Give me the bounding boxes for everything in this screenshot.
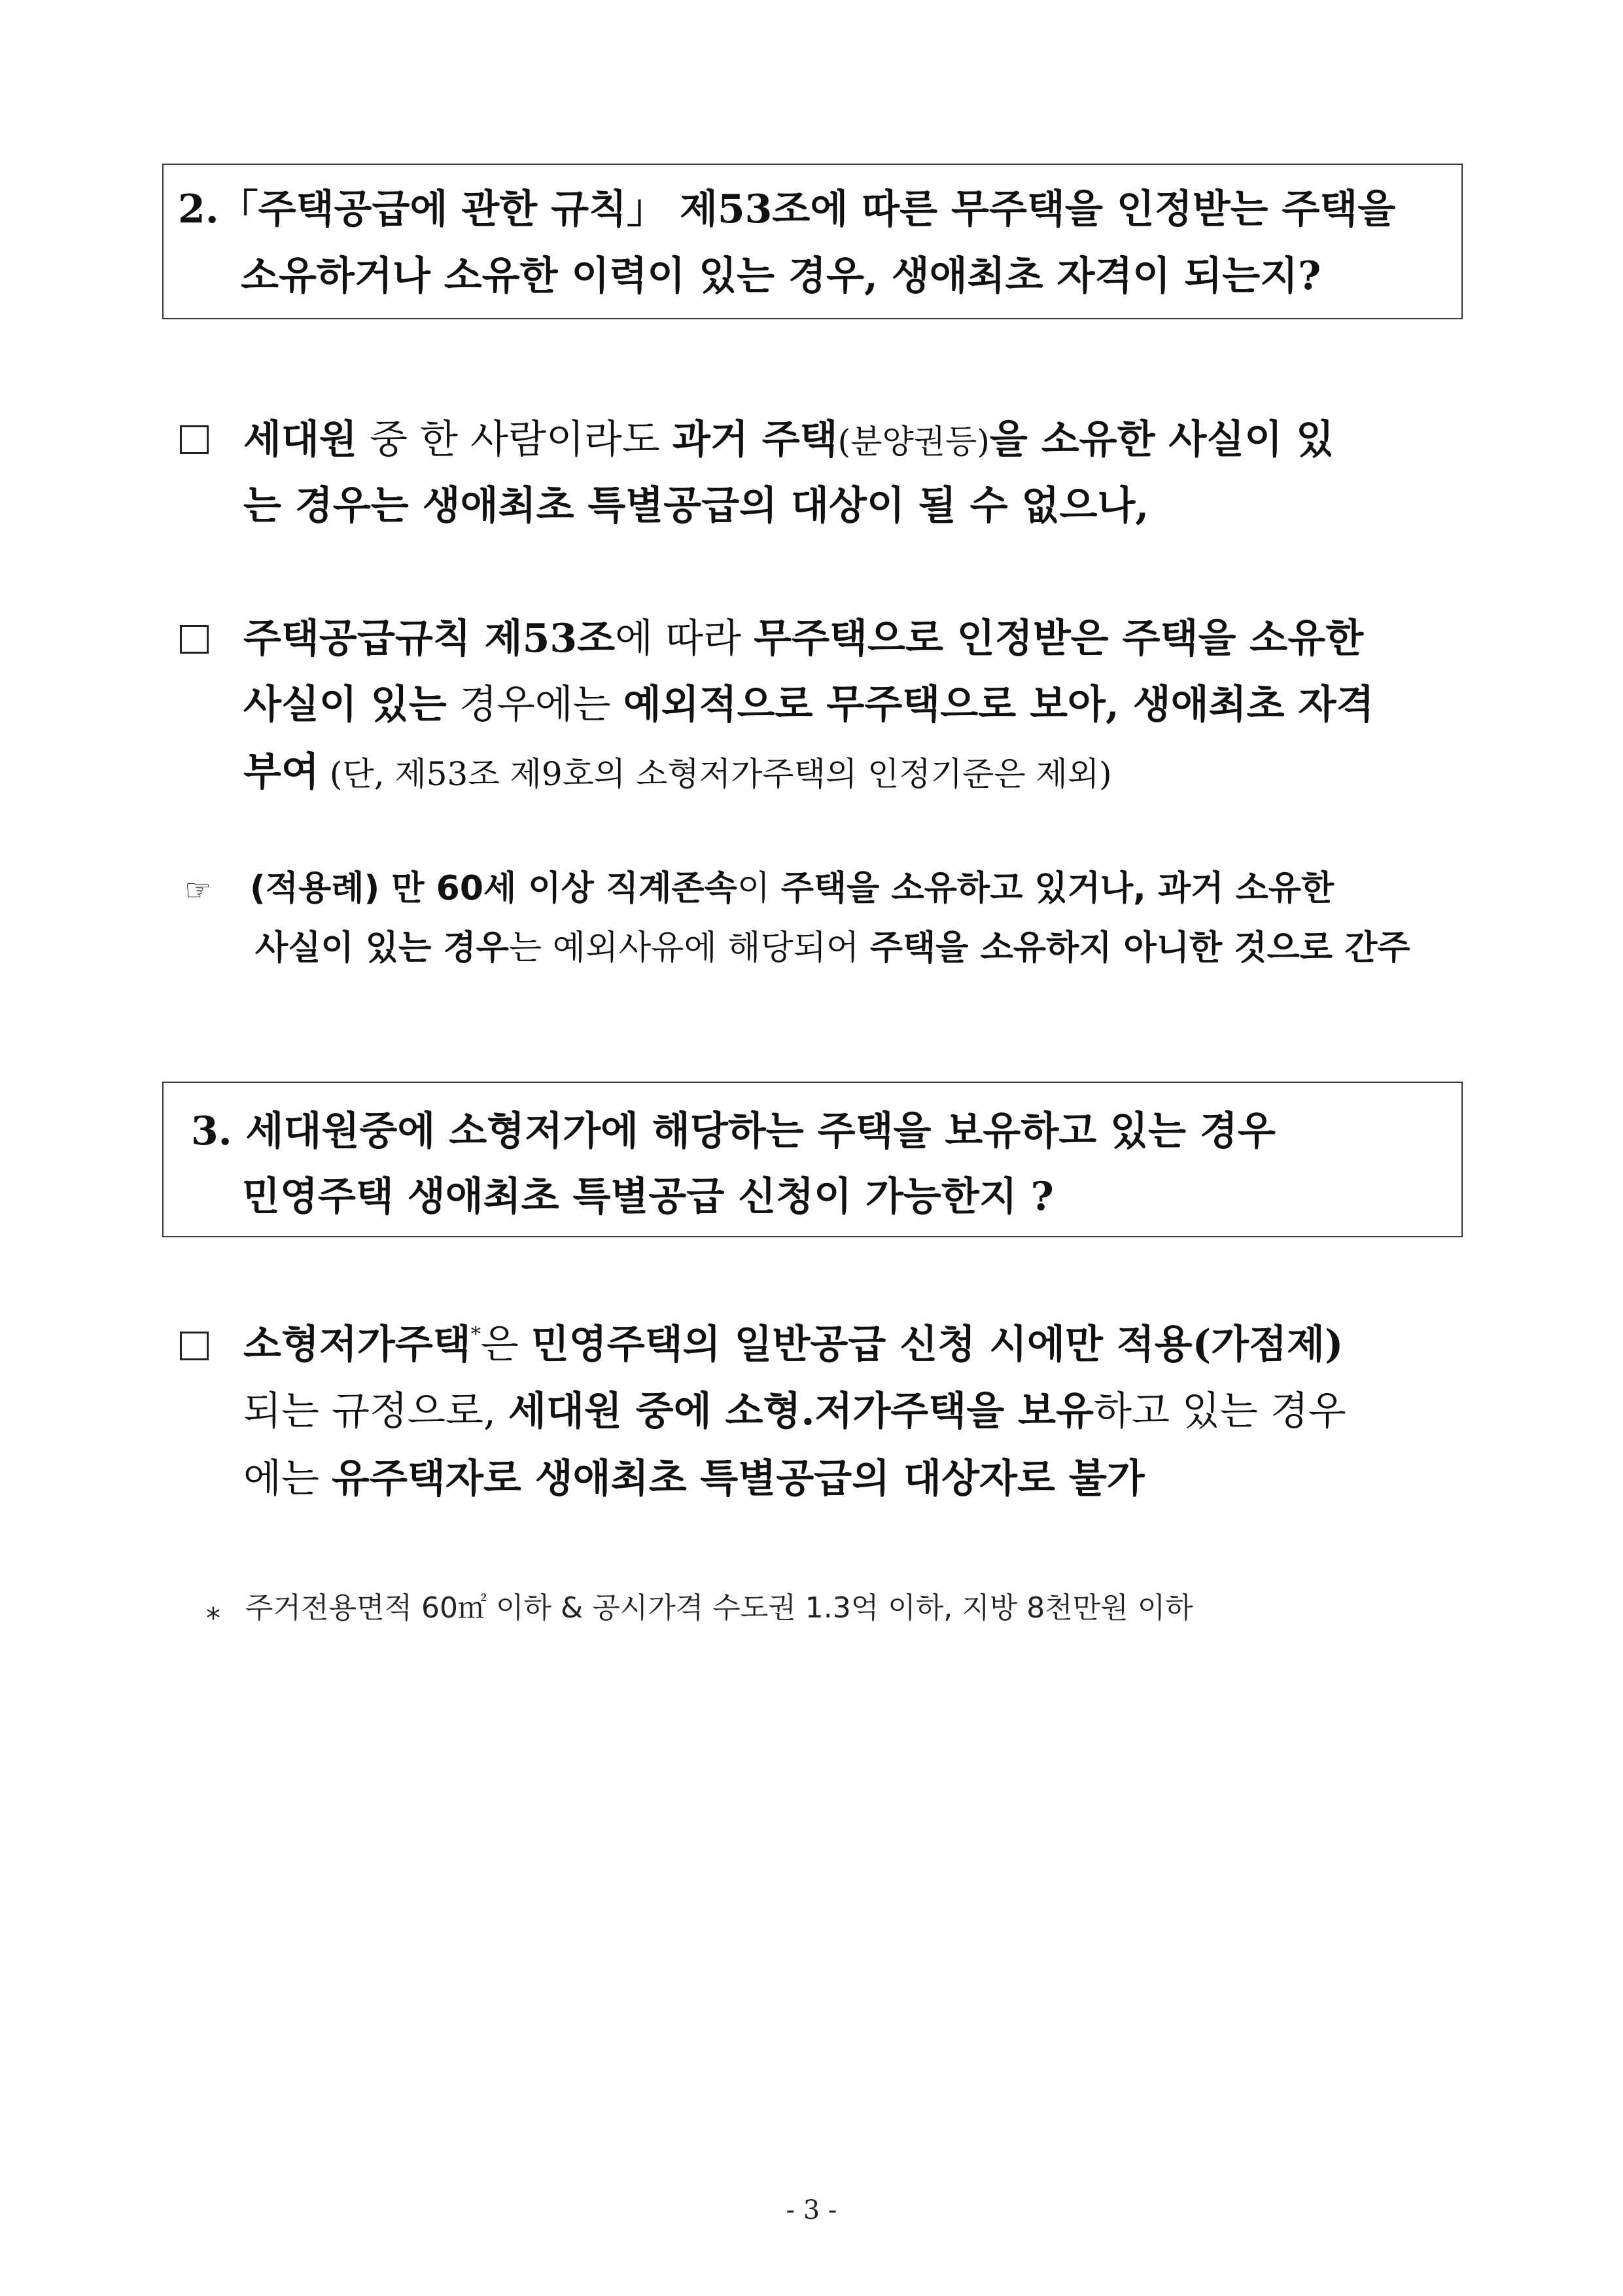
example-bold-deemed: 주택을 소유하지 아니한 것으로 간주 bbox=[869, 928, 1410, 968]
answer-3-bold-household: 세대원 중에 소형.저가주택을 보유 bbox=[508, 1388, 1094, 1434]
question-3-box bbox=[162, 1082, 1463, 1237]
answer-2-bold-exception: 예외적으로 무주택으로 보아, 생애최초 자격 bbox=[623, 682, 1374, 728]
answer-2-bold-grant: 부여 bbox=[243, 749, 319, 795]
answer-1-line-1 bbox=[243, 417, 1335, 463]
answer-2-text-2: 경우에는 bbox=[446, 682, 623, 728]
answer-3-bold-small-house: 소형저가주택 bbox=[243, 1322, 471, 1368]
answer-1-bold-owned: 을 소유한 사실이 있 bbox=[989, 417, 1335, 463]
answer-2-bold-rule: 주택공급규칙 제53조 bbox=[243, 616, 616, 662]
footnote-text: 주거전용면적 60㎡ 이하 & 공시가격 수도권 1.3억 이하, 지방 8천만원 이하 bbox=[245, 1591, 1193, 1625]
answer-1-text: 중 한 사람이라도 bbox=[357, 417, 672, 463]
question-3-line-2: 민영주택 생애최초 특별공급 신청이 가능한지 ? bbox=[242, 1174, 1054, 1220]
checkbox-bullet bbox=[180, 1332, 209, 1360]
answer-3-text-2: 되는 규정으로, bbox=[243, 1388, 508, 1434]
answer-3-text-3: 하고 있는 경우 bbox=[1093, 1388, 1346, 1434]
example-bold-label: (적용례) 만 60세 이상 직계존속 bbox=[250, 869, 737, 908]
answer-3-bold-not-eligible: 유주택자로 생애최초 특별공급의 대상자로 불가 bbox=[332, 1456, 1145, 1502]
answer-3-text: 은 bbox=[480, 1322, 531, 1368]
answer-3-text-4: 에는 bbox=[243, 1456, 332, 1502]
answer-1-line-2: 는 경우는 생애최초 특별공급의 대상이 될 수 없으나, bbox=[243, 483, 1149, 529]
checkbox-bullet bbox=[180, 625, 209, 654]
answer-2-exclusion-note: (단, 제53조 제9호의 소형저가주택의 인정기준은 제외) bbox=[319, 755, 1112, 793]
answer-1-bold-past-house: 과거 주택 bbox=[672, 417, 838, 463]
answer-2-line-2 bbox=[243, 682, 1374, 728]
example-text-2: 는 예외사유에 해당되어 bbox=[508, 928, 870, 968]
example-bold-fact: 사실이 있는 경우 bbox=[255, 928, 509, 968]
question-2-box bbox=[162, 164, 1463, 319]
answer-3-line-2 bbox=[243, 1388, 1346, 1434]
answer-3-bold-private: 민영주택의 일반공급 신청 시에만 적용(가점제) bbox=[531, 1322, 1344, 1368]
answer-2-text: 에 따라 bbox=[615, 616, 754, 662]
answer-3-footnote-marker: * bbox=[470, 1323, 481, 1346]
pointing-hand-icon: ☞ bbox=[184, 872, 212, 908]
page-number: - 3 - bbox=[786, 2195, 837, 2225]
answer-2-line-3 bbox=[243, 749, 1112, 795]
checkbox-bullet bbox=[180, 425, 209, 454]
example-text: 이 bbox=[737, 869, 781, 908]
example-line-1 bbox=[250, 869, 1335, 908]
footnote-star: * bbox=[206, 1602, 220, 1635]
answer-3-line-1 bbox=[243, 1322, 1344, 1368]
answer-1-bold-household: 세대원 bbox=[243, 417, 357, 463]
example-bold-owned: 주택을 소유하고 있거나, 과거 소유한 bbox=[780, 869, 1335, 908]
question-2-line-1: 2.「주택공급에 관한 규칙」 제53조에 따른 무주택을 인정받는 주택을 bbox=[178, 186, 1396, 232]
answer-1-presale-rights: (분양권등) bbox=[837, 423, 990, 461]
question-2-line-2: 소유하거나 소유한 이력이 있는 경우, 생애최초 자격이 되는지? bbox=[241, 253, 1321, 299]
example-line-2 bbox=[255, 928, 1410, 968]
answer-2-bold-fact: 사실이 있는 bbox=[243, 682, 447, 728]
question-3-line-1: 3. 세대원중에 소형저가에 해당하는 주택을 보유하고 있는 경우 bbox=[191, 1108, 1276, 1154]
answer-2-line-1 bbox=[243, 616, 1364, 662]
answer-3-line-3 bbox=[243, 1456, 1145, 1502]
answer-2-bold-recognized: 무주택으로 인정받은 주택을 소유한 bbox=[754, 616, 1364, 662]
